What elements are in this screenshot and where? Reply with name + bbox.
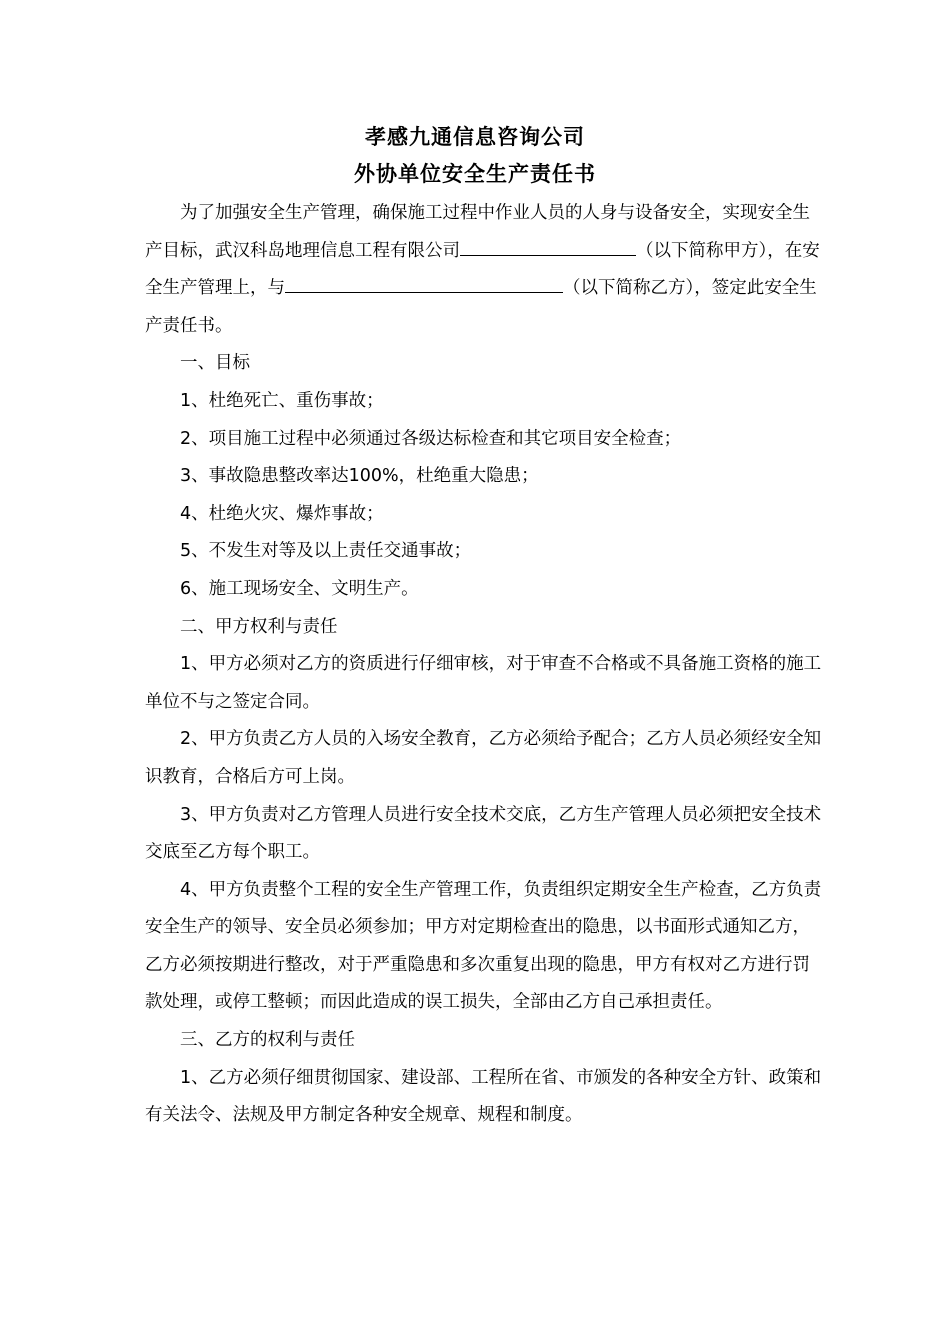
intro-text-1: 为了加强安全生产管理，确保施工过程中作业人员的人身与设备安全，实现安全生产目标，武汉科岛地理信息工程有限公司 [145, 203, 810, 261]
list-item: 4、杜绝火灾、爆炸事故； [180, 503, 384, 524]
list-item: 1、甲方必须对乙方的资质进行仔细审核，对于审查不合格或不具备施工资格的施工单位不与之签定合同。 [145, 654, 822, 712]
list-item: 2、项目施工过程中必须通过各级达标检查和其它项目安全检查； [180, 428, 682, 449]
document-title: 外协单位安全生产责任书 [354, 162, 596, 186]
list-item: 6、施工现场安全、文明生产。 [180, 578, 419, 599]
party-a-blank [460, 235, 636, 255]
list-item: 2、甲方负责乙方人员的入场安全教育，乙方必须给予配合；乙方人员必须经安全知识教育，合格后方可上岗。 [145, 729, 822, 787]
intro-text-2: （以下简称甲方），在安全生产管理上，与 [145, 240, 820, 299]
section-heading: 三、乙方的权利与责任 [180, 1030, 355, 1051]
list-item: 3、事故隐患整改率达100%，杜绝重大隐患； [180, 466, 539, 487]
list-item: 4、甲方负责整个工程的安全生产管理工作，负责组织定期安全生产检查，乙方负责安全生产的领导、安全员必须参加；甲方对定期检查出的隐患，以书面形式通知乙方，乙方必须按期进行整改，对于严重隐患和多次重复出现的隐患，甲方有权对乙方进行罚款处理，或停工整顿；而因此造成的误工损失，全部由乙方自己承担责任。 [145, 879, 822, 1013]
section-heading: 二、甲方权利与责任 [180, 616, 338, 637]
company-title: 孝感九通信息咨询公司 [365, 125, 585, 149]
list-item: 3、甲方负责对乙方管理人员进行安全技术交底，乙方生产管理人员必须把安全技术交底至乙方每个职工。 [145, 804, 822, 863]
document-body [145, 195, 825, 1135]
list-item: 1、杜绝死亡、重伤事故； [180, 390, 384, 411]
section-heading: 一、目标 [180, 353, 250, 374]
party-b-blank [285, 273, 563, 293]
list-item: 5、不发生对等及以上责任交通事故； [180, 541, 472, 562]
intro-text-3: （以下简称乙方），签定此安全生产责任书。 [145, 278, 817, 336]
list-item: 1、乙方必须仔细贯彻国家、建设部、工程所在省、市颁发的各种安全方针、政策和有关法令、法规及甲方制定各种安全规章、规程和制度。 [145, 1067, 822, 1126]
intro-paragraph [145, 195, 825, 345]
